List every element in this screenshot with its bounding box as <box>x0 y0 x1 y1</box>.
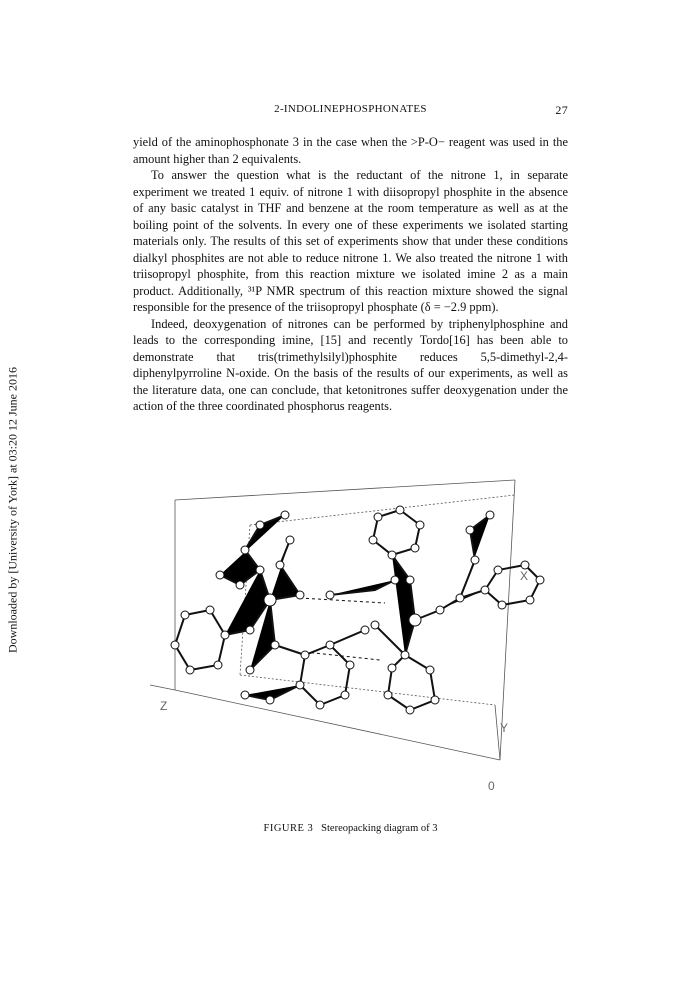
unit-cell-box <box>150 480 515 760</box>
figure-caption-label: FIGURE 3 <box>263 823 314 834</box>
download-watermark <box>2 330 24 690</box>
running-header <box>133 103 568 119</box>
crystal-packing-diagram <box>130 470 550 800</box>
running-title: 2-INDOLINEPHOSPHONATES <box>274 103 427 115</box>
paragraph-3: Indeed, deoxygenation of nitrones can be performed by triphenylphosphine and leads to the corresponding imine, [15] and recently Tordo[16] has been able to demonstrate that tris(trimethylsilyl)phosphite reduces 5,5-dimethyl-2,4-diphenylpyrroline N-oxide. On the basis of the results of our experiments, as well as the literature data, one can conclude, that ketonitrones suffer deoxygenation under the action of the three coordinated phosphorus reagents. <box>133 316 568 413</box>
axis-label-x: X <box>520 569 529 583</box>
hydrogen-bonds <box>300 598 385 660</box>
paragraph-1: yield of the aminophosphonate 3 in the case when the >P-O− reagent was used in the amount higher than 2 equivalents. <box>133 135 568 166</box>
stereopacking-figure <box>130 470 550 800</box>
figure-caption <box>133 823 568 834</box>
page-number: 27 <box>555 103 568 117</box>
body-text <box>133 134 568 415</box>
axis-label-origin: 0 <box>488 779 495 793</box>
figure-caption-text: Stereopacking diagram of 3 <box>321 823 438 834</box>
molecule-bonds <box>175 510 540 710</box>
download-watermark-text: Downloaded by [University of York] at 03:20 12 June 2016 <box>5 367 20 653</box>
axis-label-z: Z <box>160 699 168 713</box>
atoms <box>171 506 544 714</box>
paragraph-2: To answer the question what is the reductant of the nitrone 1, in separate experiment we treated 1 equiv. of nitrone 1 with diisopropyl phosphite in the absence of any basic catalyst in THF and benzene at the room temperature as well as at the boiling point of the solvents. In every one of these experiments we isolated starting materials only. The results of this set of experiments show that under these conditions dialkyl phosphites are not able to reduce nitrone 1. We also treated the nitrone 1 with triisopropyl phosphite, from this reaction mixture we isolated imine 2 as a main product. Additionally, ³¹P NMR spectrum of this reaction mixture showed the signal responsible for the presence of the triisopropyl phosphate (δ = −2.9 ppm). <box>133 168 568 314</box>
axis-label-y: Y <box>500 721 509 735</box>
